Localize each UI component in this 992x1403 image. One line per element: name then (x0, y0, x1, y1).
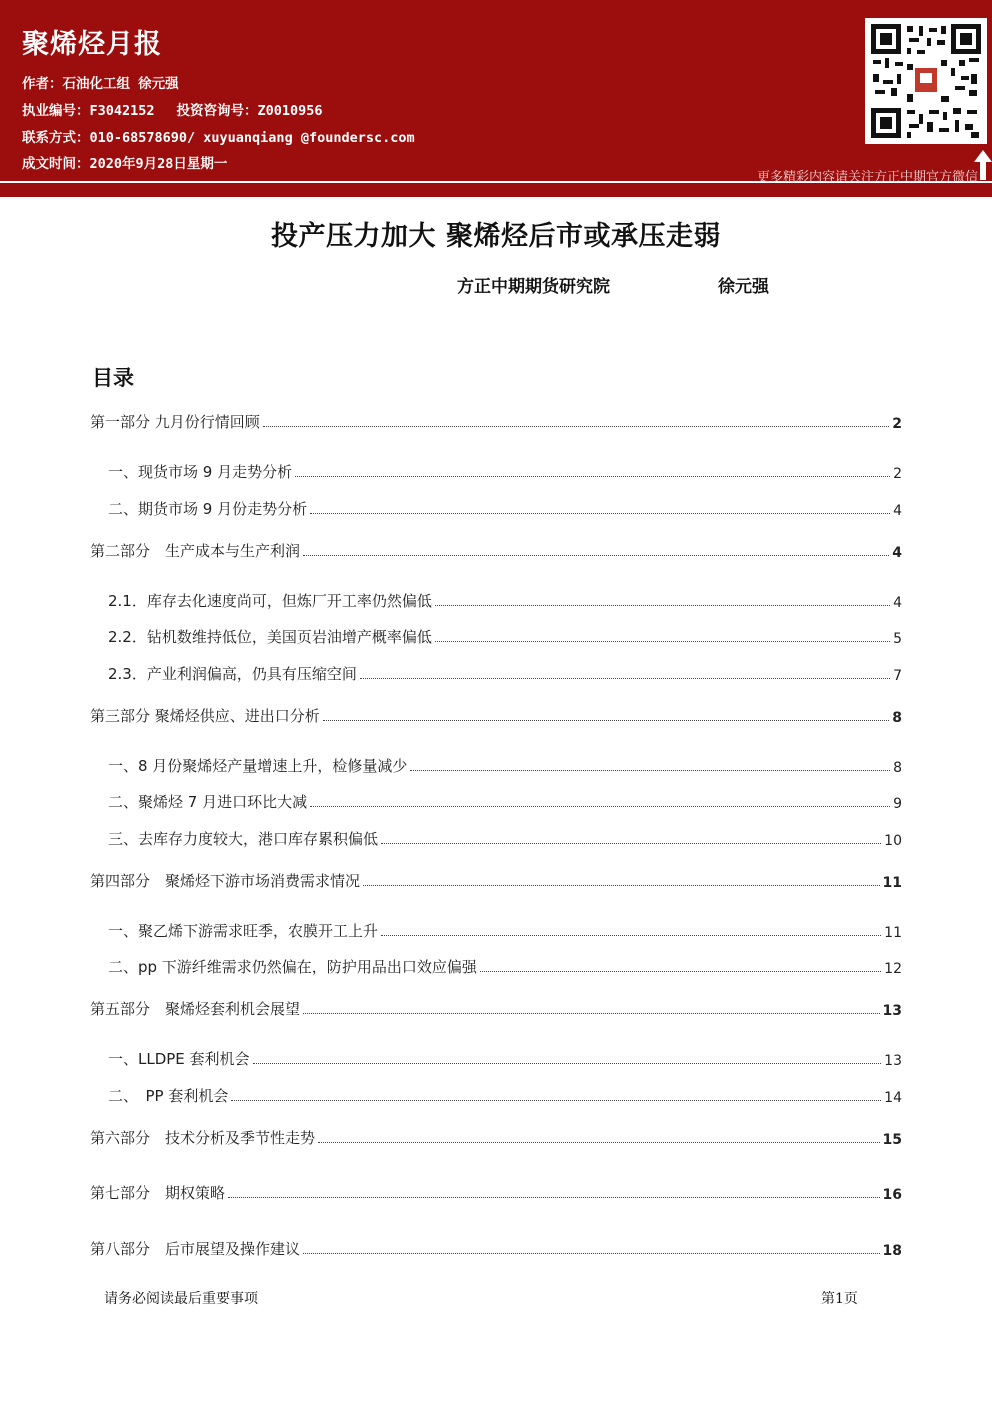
toc-entry-label: 第一部分 九月份行情回顾 (90, 413, 260, 431)
toc-entry[interactable] (108, 1084, 902, 1106)
toc-entry-label: 一、8 月份聚烯烃产量增速上升，检修量减少 (108, 757, 408, 775)
toc-entry-label: 二、pp 下游纤维需求仍然偏在，防护用品出口效应偏强 (108, 958, 477, 976)
toc-leader (303, 555, 889, 556)
toc-entry[interactable] (90, 1126, 902, 1148)
toc-entry-label: 第六部分 技术分析及季节性走势 (90, 1129, 316, 1147)
research-institute: 方正中期期货研究院 (457, 277, 610, 297)
toc-entry-label: 第二部分 生产成本与生产利润 (90, 542, 301, 560)
toc-leader (363, 885, 880, 886)
toc-entry-page: 13 (882, 1003, 902, 1019)
toc-entry-page: 11 (884, 925, 902, 941)
toc-heading: 目录 (92, 366, 134, 390)
toc-entry-page: 10 (884, 833, 902, 849)
report-series-title: 聚烯烃月报 (22, 29, 162, 60)
license-info (22, 99, 323, 119)
toc-entry-label: 2.1．库存去化速度尚可，但炼厂开工率仍然偏低 (108, 592, 432, 610)
toc-entry-page: 4 (892, 545, 902, 561)
toc-entry[interactable] (108, 790, 902, 812)
toc-entry-label: 一、LLDPE 套利机会 (108, 1050, 250, 1068)
toc-entry[interactable] (108, 460, 902, 482)
toc-entry-page: 2 (893, 466, 902, 482)
footer-notice: 请务必阅读最后重要事项 (104, 1291, 258, 1307)
contact-info: 联系方式：010-68578690/ xuyuanqiang @foundersc.com (22, 130, 415, 146)
toc-entry[interactable] (108, 497, 902, 519)
toc-entry-label: 一、现货市场 9 月走势分析 (108, 463, 293, 481)
wechat-qr-code (865, 18, 987, 144)
toc-leader (310, 806, 890, 807)
toc-entry[interactable] (90, 410, 902, 432)
wechat-note: 更多精彩内容请关注方正中期官方微信 (756, 170, 978, 185)
toc-entry-label: 三、去库存力度较大，港口库存累积偏低 (108, 830, 379, 848)
toc-entry-label: 二、聚烯烃 7 月进口环比大减 (108, 793, 308, 811)
license-number: 执业编号：F3042152 (22, 103, 155, 119)
arrow-up-icon (974, 150, 992, 180)
toc-entry[interactable] (108, 955, 902, 977)
advisory-number: 投资咨询号：Z0010956 (176, 103, 323, 119)
toc-entry-label: 第八部分 后市展望及操作建议 (90, 1240, 301, 1258)
toc-entry-page: 11 (882, 875, 902, 891)
toc-entry[interactable] (108, 662, 902, 684)
toc-entry-label: 2.3．产业利润偏高，仍具有压缩空间 (108, 665, 357, 683)
toc-leader (435, 605, 890, 606)
toc-leader (480, 971, 881, 972)
toc-entry[interactable] (90, 539, 902, 561)
toc-leader (295, 476, 890, 477)
toc-leader (381, 935, 881, 936)
toc-entry-label: 第四部分 聚烯烃下游市场消费需求情况 (90, 872, 361, 890)
toc-entry[interactable] (90, 869, 902, 891)
toc-entry-label: 2.2．钻机数维持低位，美国页岩油增产概率偏低 (108, 628, 432, 646)
toc-leader (228, 1197, 880, 1198)
toc-entry[interactable] (90, 704, 902, 726)
toc-entry[interactable] (90, 997, 902, 1019)
toc-leader (303, 1013, 880, 1014)
toc-entry[interactable] (108, 625, 902, 647)
document-author: 徐元强 (718, 277, 769, 297)
toc-leader (410, 770, 890, 771)
toc-entry[interactable] (108, 1047, 902, 1069)
toc-entry[interactable] (90, 1181, 902, 1203)
toc-leader (231, 1100, 881, 1101)
toc-entry[interactable] (108, 589, 902, 611)
toc-entry-page: 15 (882, 1132, 902, 1148)
toc-entry[interactable] (108, 919, 902, 941)
toc-leader (310, 513, 890, 514)
author-info: 作者：石油化工组 徐元强 (22, 76, 179, 92)
toc-entry-label: 第三部分 聚烯烃供应、进出口分析 (90, 707, 320, 725)
toc-leader (360, 678, 890, 679)
toc-leader (435, 641, 890, 642)
page-number: 第1页 (821, 1291, 858, 1307)
toc-entry[interactable] (108, 827, 902, 849)
toc-leader (263, 426, 889, 427)
toc-entry-page: 14 (884, 1090, 902, 1106)
toc-entry-label: 一、聚乙烯下游需求旺季，农膜开工上升 (108, 922, 379, 940)
toc-entry-page: 16 (882, 1187, 902, 1203)
toc-entry-label: 第七部分 期权策略 (90, 1184, 226, 1202)
toc-entry-page: 9 (893, 796, 902, 812)
toc-entry-page: 4 (893, 503, 902, 519)
report-header (0, 0, 992, 197)
document-title: 投产压力加大 聚烯烃后市或承压走弱 (271, 221, 721, 252)
toc-entry-page: 4 (893, 595, 902, 611)
toc-leader (323, 720, 889, 721)
toc-entry[interactable] (90, 1237, 902, 1259)
toc-entry-page: 7 (893, 668, 902, 684)
toc-entry-page: 13 (884, 1053, 902, 1069)
toc-entry-page: 12 (884, 961, 902, 977)
report-date: 成文时间：2020年9月28日星期一 (22, 156, 228, 172)
toc-leader (253, 1063, 882, 1064)
toc-entry-label: 二、 PP 套利机会 (108, 1087, 229, 1105)
toc-entry-label: 第五部分 聚烯烃套利机会展望 (90, 1000, 301, 1018)
toc-leader (381, 843, 881, 844)
toc-leader (303, 1253, 880, 1254)
toc-leader (318, 1142, 880, 1143)
toc-entry-page: 2 (892, 416, 902, 432)
toc-entry-page: 8 (892, 710, 902, 726)
toc-entry-page: 5 (893, 631, 902, 647)
toc-entry[interactable] (108, 754, 902, 776)
toc-entry-page: 8 (893, 760, 902, 776)
toc-entry-label: 二、期货市场 9 月份走势分析 (108, 500, 308, 518)
toc-entry-page: 18 (882, 1243, 902, 1259)
